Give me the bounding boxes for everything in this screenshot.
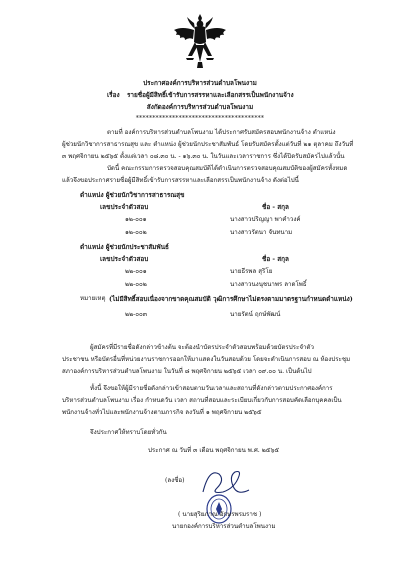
section-1-title: ตำแหน่ง ผู้ช่วยนักวิชาการสาธารณสุข: [80, 191, 185, 199]
section-2-row-2-id: ๒๒-๐๐๒: [125, 281, 147, 288]
announce-text: จึงประกาศให้ทราบโดยทั่วกัน: [90, 429, 167, 436]
section-2-row-2-name: นางสาวนงนุชนาพร ลาดโพธิ์: [230, 281, 307, 288]
org-title: ประกาศองค์การบริหารส่วนตำบลโพนงาม: [143, 79, 257, 87]
subject-label: เรื่อง: [107, 91, 120, 99]
paragraph-1-line-3: ๓ พฤศจิกายน ๒๕๖๕ ตั้งแต่เวลา ๐๘.๓๐ น. - ๑๖.๓๐ น. ในวันและเวลาราชการ ซึ่งได้ปิดรับสมัครไปแล้วนั้น: [62, 153, 345, 160]
subject-title: รายชื่อผู้มีสิทธิ์เข้ารับการสรรหาและเลือกสรรเป็นพนักงานจ้าง: [127, 91, 294, 99]
signer-name: ( นายสุริยภาณ อักษรพรมราช ): [178, 511, 262, 518]
paragraph-4-line-2: บริหารส่วนตำบลโพนงาม เรื่อง กำหนดวัน เวลา สถานที่สอบและระเบียบเกี่ยวกับการสอบคัดเลือกบุคคลเป็น: [62, 397, 342, 404]
department-title: สังกัดองค์การบริหารส่วนตำบลโพนงาม: [146, 103, 254, 111]
section-1-row-2-id: ๑๒-๐๐๒: [125, 229, 147, 236]
paragraph-2-line-1: บัดนี้ คณะกรรมการตรวจสอบคุณสมบัติได้ดำเนินการตรวจสอบคุณสมบัติของผู้สมัครทั้งหมด: [107, 165, 348, 172]
paragraph-2-line-2: แล้วจึงขอประกาศรายชื่อผู้มีสิทธิ์เข้ารับการสรรหาและเลือกสรรเป็นพนักงานจ้าง ดังต่อไปนี้: [62, 177, 299, 184]
section-2-col-name: ชื่อ - สกุล: [262, 255, 289, 263]
announce-date: ประกาศ ณ วันที่ ๓ เดือน พฤศจิกายน พ.ศ. ๒๕๖๕: [148, 447, 280, 454]
paragraph-3-line-1: ผู้สมัครที่มีรายชื่อดังกล่าวข้างต้น จะต้องนำบัตรประจำตัวสอบพร้อมด้วยบัตรประจำตัว: [90, 344, 314, 351]
remark-label: หมายเหตุ: [80, 295, 106, 302]
excluded-row-name: นายรัตน์ ฤกษ์พัฒน์: [230, 311, 281, 318]
remark-text: (ไม่มีสิทธิ์สอบเนื่องจากขาดคุณสมบัติ วุฒิการศึกษาไม่ตรงตามมาตรฐานกำหนดตำแหน่ง): [109, 295, 353, 303]
paragraph-1-line-2: ผู้ช่วยนักวิชาการสาธารณสุข และ ตำแหน่ง ผู้ช่วยนักประชาสัมพันธ์ โดยรับสมัครตั้งแต่วันที่ ๒๑ ตุลาคม ถึงวันที่: [62, 141, 354, 148]
sign-label: (ลงชื่อ): [165, 477, 185, 484]
section-1-row-1-name: นางสาวปริญญา พาคำวงค์: [230, 216, 301, 223]
section-2-col-id: เลขประจำตัวสอบ: [100, 255, 149, 263]
garuda-emblem-icon: [172, 12, 228, 70]
section-1-col-id: เลขประจำตัวสอบ: [100, 203, 149, 211]
paragraph-4-line-3: พนักงานจ้างทั่วไปและพนักงานจ้างตามภารกิจ ลงวันที่ ๑ พฤศจิกายน ๒๕๖๕: [62, 409, 262, 416]
paragraph-3-line-2: ประชาชน หรือบัตรอื่นที่หน่วยงานราชการออกให้มาแสดงในวันสอบด้วย โดยจะดำเนินการสอบ ณ ห้องประชุม: [62, 356, 351, 363]
signer-position: นายกองค์การบริหารส่วนตำบลโพนงาม: [172, 523, 276, 530]
section-2-row-1-id: ๒๒-๐๐๑: [125, 268, 147, 275]
paragraph-4-line-1: ทั้งนี้ จึงขอให้ผู้มีรายชื่อดังกล่าวเข้าสอบตามวันเวลาและสถานที่ดังกล่าวตามประกาศองค์การ: [90, 385, 333, 392]
paragraph-1-line-1: ตามที่ องค์การบริหารส่วนตำบลโพนงาม ได้ประกาศรับสมัครสอบพนักงานจ้าง ตำแหน่ง: [107, 129, 336, 136]
section-1-row-1-id: ๑๒-๐๐๑: [125, 216, 147, 223]
official-seal-icon: [204, 492, 234, 526]
paragraph-3-line-3: สภาองค์การบริหารส่วนตำบลโพนงาม ในวันที่ ๘ พฤศจิกายน ๒๕๖๕ เวลา ๐๙.๐๐ น. เป็นต้นไป: [62, 368, 312, 375]
section-1-col-name: ชื่อ - สกุล: [262, 203, 289, 211]
section-1-row-2-name: นางสาวรัตนา จันทนาม: [230, 229, 293, 236]
section-2-row-1-name: นายธีรพล สุริโย: [230, 268, 273, 275]
section-2-title: ตำแหน่ง ผู้ช่วยนักประชาสัมพันธ์: [80, 243, 169, 251]
header-divider: ***************************************: [135, 115, 265, 122]
excluded-row-id: ๒๒-๐๐๓: [125, 311, 148, 318]
